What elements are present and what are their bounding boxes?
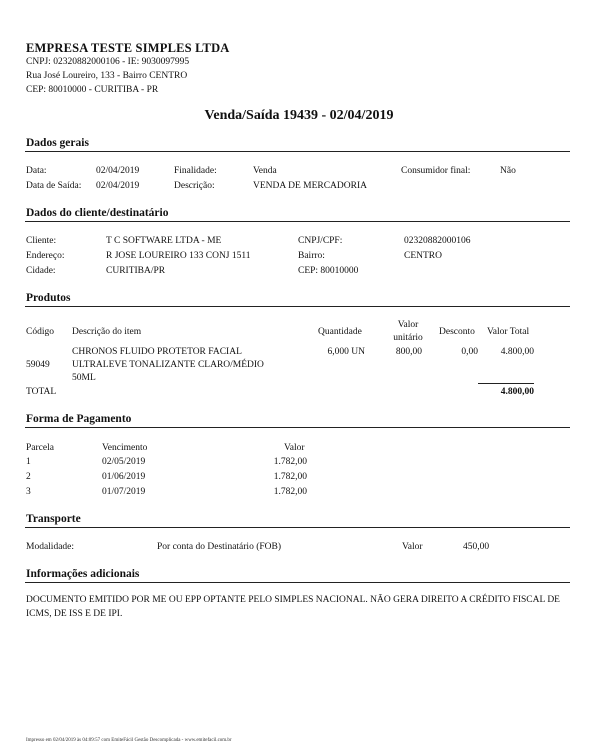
date-label: Data:	[26, 166, 47, 176]
exit-date-value: 02/04/2019	[96, 181, 140, 191]
section-title-general: Dados gerais	[26, 137, 89, 149]
section-title-transport: Transporte	[26, 513, 81, 525]
total-divider	[478, 383, 534, 384]
section-divider	[25, 427, 570, 428]
installment-due-date: 01/07/2019	[102, 487, 146, 497]
company-address: Rua José Loureiro, 133 - Bairro CENTRO	[26, 71, 188, 81]
installment-number: 2	[26, 472, 31, 482]
client-label: Cliente:	[26, 236, 57, 246]
section-divider	[25, 151, 570, 152]
col-header-unit-value-1: Valor	[397, 320, 419, 330]
col-header-code: Código	[26, 327, 54, 337]
product-discount: 0,00	[461, 347, 478, 357]
city-value: CURITIBA/PR	[106, 266, 166, 276]
client-value: T C SOFTWARE LTDA - ME	[106, 236, 222, 246]
product-description-line: CHRONOS FLUIDO PROTETOR FACIAL	[72, 347, 242, 357]
col-header-value: Valor	[284, 443, 305, 453]
section-divider	[25, 582, 570, 583]
additional-info-text: DOCUMENTO EMITIDO POR ME OU EPP OPTANTE PELO SIMPLES NACIONAL. NÃO GERA DIREITO A CRÉDITO FISCAL DE ICMS, DE ISS E DE IPI.	[26, 595, 560, 619]
product-total: 4.800,00	[500, 347, 534, 357]
section-divider	[25, 221, 570, 222]
installment-value: 1.782,00	[273, 487, 307, 497]
section-title-products: Produtos	[26, 292, 71, 304]
cnpj-value: 02320882000106	[404, 236, 471, 246]
description-label: Descrição:	[174, 181, 215, 191]
purpose-label: Finalidade:	[174, 166, 217, 176]
address-label: Endereço:	[26, 251, 65, 261]
products-total-label: TOTAL	[26, 387, 57, 397]
company-cep-city: CEP: 80010000 - CURITIBA - PR	[26, 85, 159, 95]
description-value: VENDA DE MERCADORIA	[253, 181, 367, 191]
final-consumer-value: Não	[500, 166, 516, 176]
transport-value-label: Valor	[402, 542, 423, 552]
section-divider	[25, 306, 570, 307]
col-header-discount: Desconto	[439, 327, 475, 337]
district-label: Bairro:	[298, 251, 325, 261]
col-header-due-date: Vencimento	[102, 443, 148, 453]
section-title-additional-info: Informações adicionais	[26, 568, 140, 580]
col-header-quantity: Quantidade	[318, 327, 362, 337]
purpose-value: Venda	[253, 166, 277, 176]
installment-due-date: 02/05/2019	[102, 457, 146, 467]
section-title-payment: Forma de Pagamento	[26, 413, 132, 425]
company-name: EMPRESA TESTE SIMPLES LTDA	[26, 41, 230, 55]
print-footer: Impresso em 02/04/2019 às 04:09:57 com EmiteFácil Gestão Descomplicada - www.emitefacil.com.br	[26, 738, 232, 743]
section-divider	[25, 527, 570, 528]
installment-number: 1	[26, 457, 31, 467]
col-header-description: Descrição do item	[72, 327, 142, 337]
exit-date-label: Data de Saída:	[26, 181, 82, 191]
company-cnpj-ie: CNPJ: 02320882000106 - IE: 9030097995	[26, 57, 190, 67]
cnpj-label: CNPJ/CPF:	[298, 236, 343, 246]
installment-number: 3	[26, 487, 31, 497]
product-quantity: 6,000 UN	[327, 347, 365, 357]
col-header-total: Valor Total	[487, 327, 530, 337]
section-title-client: Dados do cliente/destinatário	[26, 207, 169, 219]
city-label: Cidade:	[26, 266, 56, 276]
col-header-unit-value-2: unitário	[393, 333, 423, 343]
product-description-line: ULTRALEVE TONALIZANTE CLARO/MÉDIO	[72, 360, 264, 370]
installment-value: 1.782,00	[273, 472, 307, 482]
products-total-value: 4.800,00	[500, 387, 534, 397]
transport-mode-label: Modalidade:	[26, 542, 75, 552]
transport-mode-value: Por conta do Destinatário (FOB)	[157, 542, 282, 552]
transport-value: 450,00	[463, 542, 490, 552]
product-unit-value: 800,00	[395, 347, 422, 357]
col-header-installment: Parcela	[26, 443, 54, 453]
cep-label: CEP: 80010000	[298, 266, 359, 276]
district-value: CENTRO	[404, 251, 442, 261]
document-title: Venda/Saída 19439 - 02/04/2019	[204, 108, 394, 123]
product-code: 59049	[26, 360, 50, 370]
installment-due-date: 01/06/2019	[102, 472, 146, 482]
installment-value: 1.782,00	[273, 457, 307, 467]
date-value: 02/04/2019	[96, 166, 140, 176]
product-description-line: 50ML	[72, 373, 96, 383]
final-consumer-label: Consumidor final:	[401, 166, 471, 176]
address-value: R JOSE LOUREIRO 133 CONJ 1511	[106, 251, 251, 261]
